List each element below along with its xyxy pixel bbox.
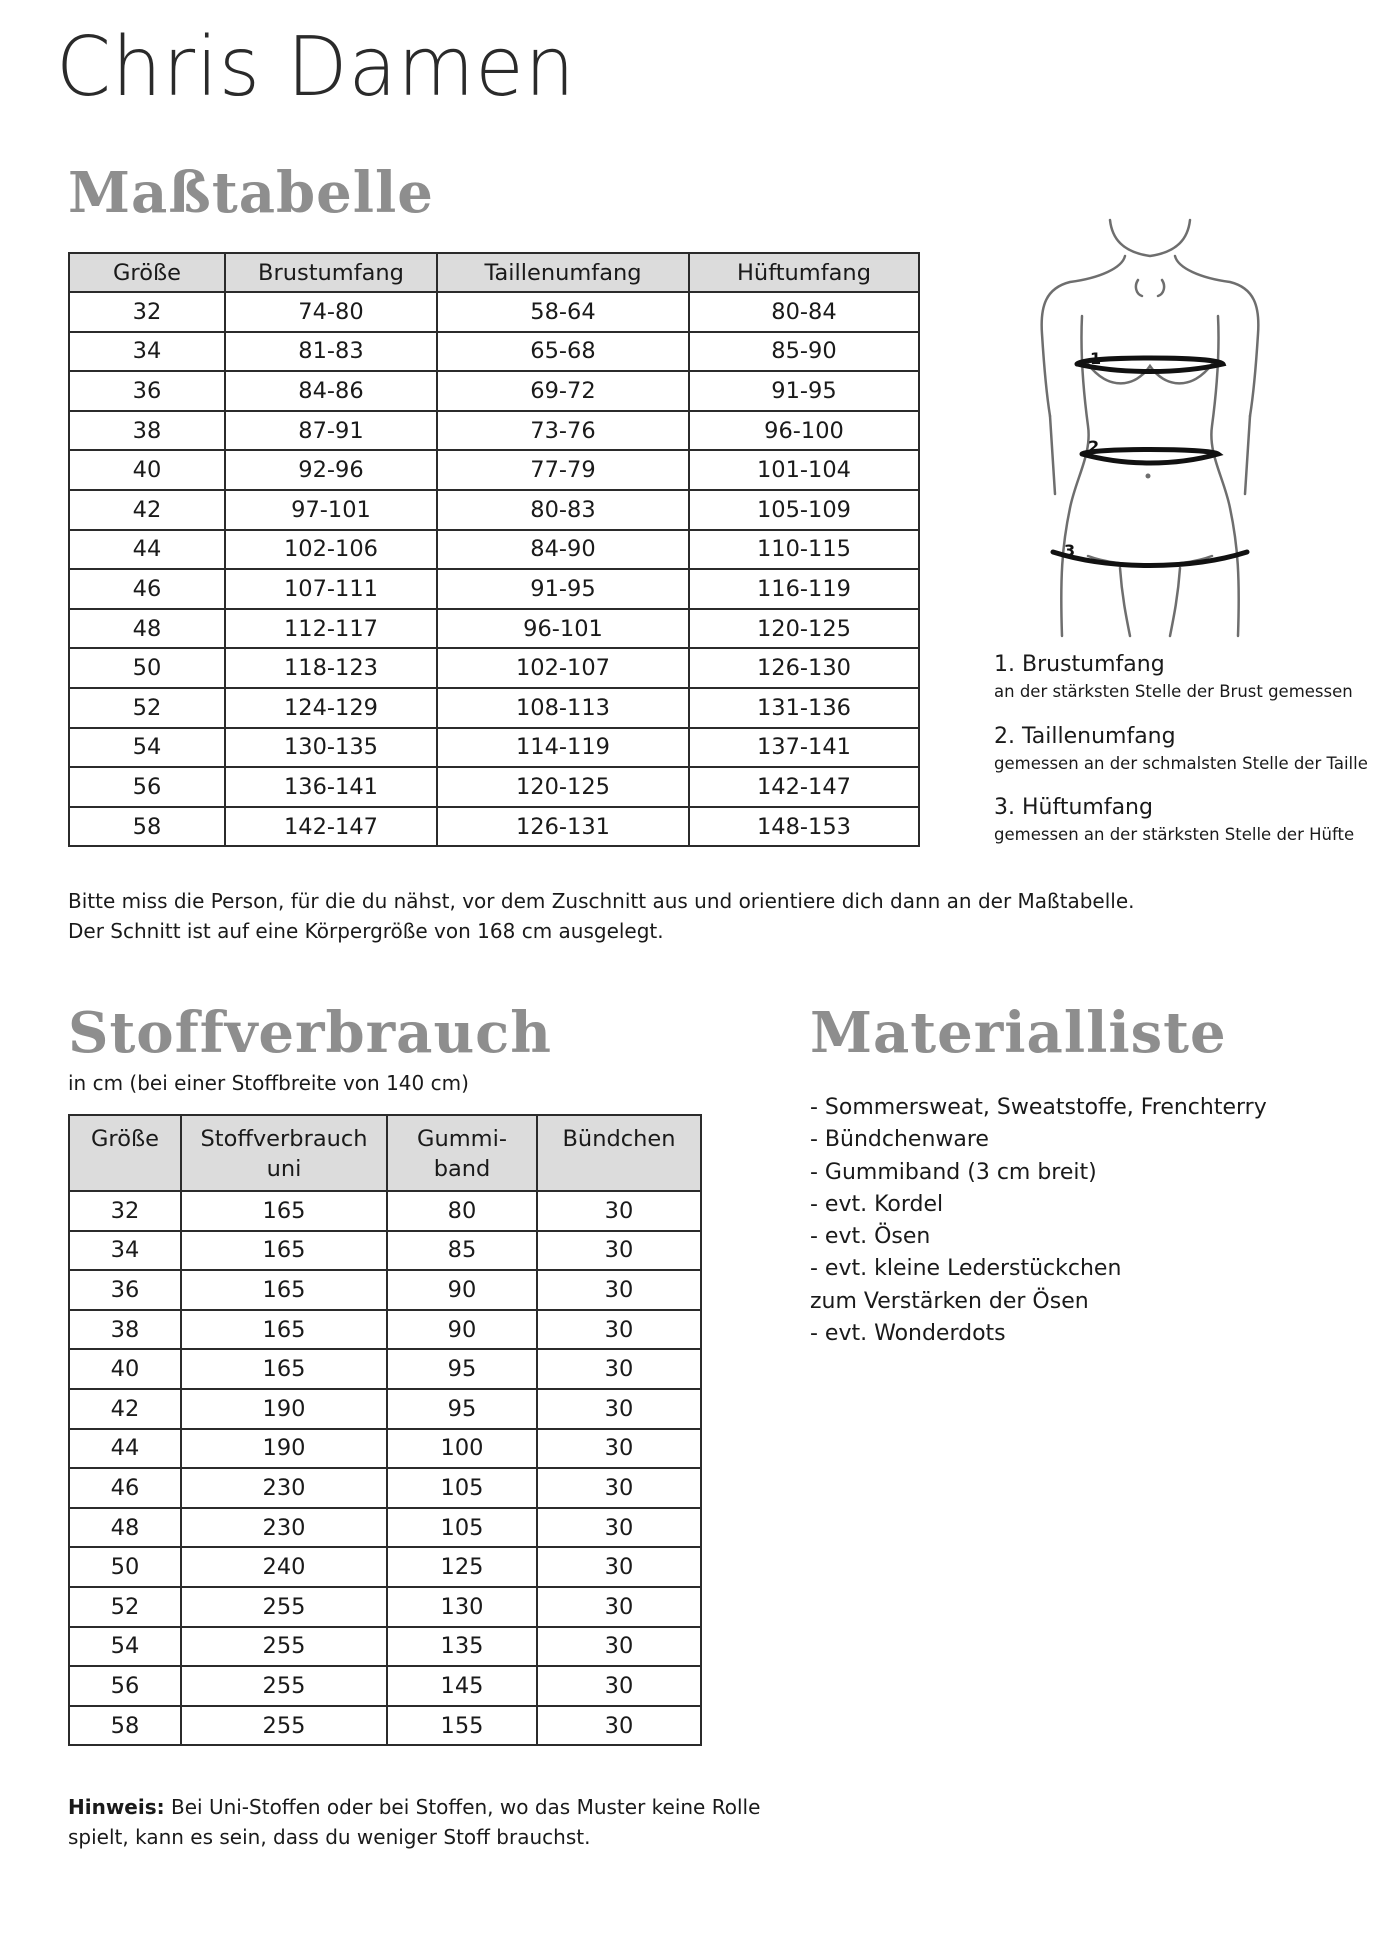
table-row (69, 648, 919, 688)
size-chart-table (68, 252, 920, 847)
table-cell: 30 (537, 1349, 701, 1389)
size-chart-heading: Maßtabelle (68, 160, 434, 226)
table-cell: 95 (387, 1389, 537, 1429)
table-cell: 56 (69, 1666, 181, 1706)
table-cell: 80-83 (437, 490, 689, 530)
table-cell: 165 (181, 1270, 387, 1310)
list-item: - evt. Kordel (810, 1191, 944, 1217)
list-item: - Sommersweat, Sweatstoffe, Frenchterry (810, 1095, 1267, 1120)
column-header: Hüftumfang (689, 253, 919, 292)
table-cell: 80 (387, 1191, 537, 1231)
list-item: - evt. Wonderdots (810, 1321, 1006, 1347)
table-cell: 56 (69, 767, 225, 807)
table-cell: 40 (69, 1349, 181, 1389)
table-cell: 87-91 (225, 411, 437, 451)
table-cell: 107-111 (225, 569, 437, 609)
table-cell: 145 (387, 1666, 537, 1706)
size-note-line-1: Bitte miss die Person, für die du nähst, vor dem Zuschnitt aus und orientiere dich dann an der Maßtabelle. (68, 889, 1135, 913)
table-cell: 85 (387, 1231, 537, 1271)
fabric-subtitle: in cm (bei einer Stoffbreite von 140 cm) (68, 1071, 469, 1095)
column-header (537, 1115, 701, 1191)
fabric-hint-line-1 (68, 1792, 760, 1822)
fabric-hint-line-2: spielt, kann es sein, dass du weniger Stoff brauchst. (68, 1825, 591, 1849)
column-header: Taillenumfang (437, 253, 689, 292)
table-row (69, 1547, 701, 1587)
body-outline (1042, 220, 1259, 636)
table-cell: 50 (69, 1547, 181, 1587)
table-cell: 90 (387, 1310, 537, 1350)
table-cell: 130 (387, 1587, 537, 1627)
table-header-row (69, 1115, 701, 1191)
materials-list (810, 1092, 1267, 1350)
table-cell: 100 (387, 1429, 537, 1469)
table-cell: 38 (69, 1310, 181, 1350)
table-row (69, 332, 919, 372)
table-cell: 30 (537, 1191, 701, 1231)
table-cell: 46 (69, 569, 225, 609)
table-row (69, 1389, 701, 1429)
table-header-row (69, 253, 919, 292)
table-cell: 48 (69, 609, 225, 649)
table-cell: 54 (69, 1627, 181, 1667)
table-cell: 30 (537, 1627, 701, 1667)
table-row (69, 1706, 701, 1746)
table-row (69, 1508, 701, 1548)
column-header (387, 1115, 537, 1191)
column-header: Brustumfang (225, 253, 437, 292)
table-cell: 34 (69, 1231, 181, 1271)
table-cell: 120-125 (689, 609, 919, 649)
fabric-heading: Stoffverbrauch (68, 1000, 552, 1066)
table-cell: 96-100 (689, 411, 919, 451)
table-cell: 46 (69, 1468, 181, 1508)
table-cell: 255 (181, 1666, 387, 1706)
table-row (69, 1270, 701, 1310)
table-cell: 54 (69, 728, 225, 768)
table-cell: 255 (181, 1587, 387, 1627)
table-cell: 165 (181, 1231, 387, 1271)
legend-sub-waist: gemessen an der schmalsten Stelle der Taille (994, 754, 1368, 773)
table-cell: 125 (387, 1547, 537, 1587)
table-cell: 32 (69, 1191, 181, 1231)
column-header-line: uni (266, 1156, 302, 1182)
size-note-line-2: Der Schnitt ist auf eine Körpergröße von 168 cm ausgelegt. (68, 919, 664, 943)
table-cell: 30 (537, 1666, 701, 1706)
table-row (69, 530, 919, 570)
legend-sub-bust: an der stärksten Stelle der Brust gemessen (994, 682, 1353, 701)
table-cell: 124-129 (225, 688, 437, 728)
table-cell: 42 (69, 490, 225, 530)
table-cell: 58-64 (437, 292, 689, 332)
table-row (69, 411, 919, 451)
table-row (69, 1310, 701, 1350)
table-cell: 135 (387, 1627, 537, 1667)
table-cell: 101-104 (689, 450, 919, 490)
table-cell: 65-68 (437, 332, 689, 372)
table-cell: 190 (181, 1429, 387, 1469)
table-cell: 73-76 (437, 411, 689, 451)
table-cell: 52 (69, 688, 225, 728)
table-row (69, 1627, 701, 1667)
table-cell: 34 (69, 332, 225, 372)
table-cell: 48 (69, 1508, 181, 1548)
table-cell: 30 (537, 1231, 701, 1271)
table-cell: 105-109 (689, 490, 919, 530)
table-cell: 230 (181, 1508, 387, 1548)
table-row (69, 490, 919, 530)
legend-title-bust: 1. Brustumfang (994, 652, 1165, 677)
table-row (69, 728, 919, 768)
hint-label: Hinweis: (68, 1795, 165, 1819)
table-cell: 105 (387, 1508, 537, 1548)
table-cell: 255 (181, 1627, 387, 1667)
column-header-line: Gummi- (417, 1126, 507, 1152)
table-row (69, 371, 919, 411)
table-row (69, 450, 919, 490)
list-item: - evt. Ösen (810, 1224, 931, 1250)
list-item: - Gummiband (3 cm breit) (810, 1159, 1097, 1185)
navel-dot (1146, 474, 1151, 479)
brand-title: Chris Damen (56, 20, 576, 115)
table-row (69, 569, 919, 609)
table-row (69, 609, 919, 649)
hip-line (1053, 552, 1247, 566)
table-cell: 155 (387, 1706, 537, 1746)
table-cell: 91-95 (437, 569, 689, 609)
materials-heading: Materialliste (810, 1000, 1227, 1066)
table-cell: 30 (537, 1270, 701, 1310)
marker-hip: 3 (1064, 541, 1076, 560)
table-row (69, 688, 919, 728)
table-row (69, 1468, 701, 1508)
fabric-table (68, 1114, 702, 1746)
table-cell: 165 (181, 1349, 387, 1389)
table-cell: 30 (537, 1389, 701, 1429)
table-cell: 85-90 (689, 332, 919, 372)
table-cell: 95 (387, 1349, 537, 1389)
table-cell: 30 (537, 1547, 701, 1587)
column-header-line: Größe (91, 1126, 159, 1152)
table-cell: 84-90 (437, 530, 689, 570)
column-header-line: band (433, 1156, 491, 1182)
list-item: zum Verstärken der Ösen (810, 1288, 1089, 1314)
waist-line (1082, 450, 1218, 464)
table-cell: 69-72 (437, 371, 689, 411)
table-cell: 126-131 (437, 807, 689, 847)
table-cell: 30 (537, 1587, 701, 1627)
table-cell: 126-130 (689, 648, 919, 688)
table-cell: 142-147 (225, 807, 437, 847)
table-cell: 118-123 (225, 648, 437, 688)
table-cell: 77-79 (437, 450, 689, 490)
table-cell: 58 (69, 807, 225, 847)
column-header-line: Stoffverbrauch (200, 1126, 368, 1152)
table-cell: 230 (181, 1468, 387, 1508)
table-cell: 36 (69, 1270, 181, 1310)
table-cell: 58 (69, 1706, 181, 1746)
table-cell: 30 (537, 1429, 701, 1469)
legend-sub-hip: gemessen an der stärksten Stelle der Hüfte (994, 825, 1355, 844)
table-row (69, 1587, 701, 1627)
table-cell: 30 (537, 1508, 701, 1548)
table-cell: 130-135 (225, 728, 437, 768)
table-row (69, 1349, 701, 1389)
table-cell: 131-136 (689, 688, 919, 728)
table-cell: 97-101 (225, 490, 437, 530)
table-cell: 81-83 (225, 332, 437, 372)
column-header (181, 1115, 387, 1191)
table-cell: 116-119 (689, 569, 919, 609)
table-cell: 32 (69, 292, 225, 332)
column-header-line: Bündchen (562, 1126, 676, 1152)
table-cell: 30 (537, 1706, 701, 1746)
body-measurement-figure (1030, 216, 1270, 646)
table-cell: 108-113 (437, 688, 689, 728)
table-cell: 74-80 (225, 292, 437, 332)
table-cell: 240 (181, 1547, 387, 1587)
table-cell: 44 (69, 1429, 181, 1469)
table-cell: 102-107 (437, 648, 689, 688)
list-item: - evt. kleine Lederstückchen (810, 1256, 1122, 1282)
table-cell: 110-115 (689, 530, 919, 570)
table-cell: 165 (181, 1191, 387, 1231)
table-row (69, 292, 919, 332)
table-cell: 137-141 (689, 728, 919, 768)
table-cell: 142-147 (689, 767, 919, 807)
table-cell: 96-101 (437, 609, 689, 649)
table-cell: 105 (387, 1468, 537, 1508)
table-cell: 50 (69, 648, 225, 688)
table-cell: 38 (69, 411, 225, 451)
table-cell: 44 (69, 530, 225, 570)
table-cell: 42 (69, 1389, 181, 1429)
table-cell: 84-86 (225, 371, 437, 411)
table-row (69, 767, 919, 807)
table-cell: 102-106 (225, 530, 437, 570)
table-cell: 255 (181, 1706, 387, 1746)
table-cell: 148-153 (689, 807, 919, 847)
table-cell: 36 (69, 371, 225, 411)
table-row (69, 1429, 701, 1469)
table-row (69, 807, 919, 847)
table-cell: 120-125 (437, 767, 689, 807)
table-cell: 90 (387, 1270, 537, 1310)
table-cell: 91-95 (689, 371, 919, 411)
table-cell: 30 (537, 1468, 701, 1508)
table-cell: 165 (181, 1310, 387, 1350)
table-cell: 114-119 (437, 728, 689, 768)
table-cell: 30 (537, 1310, 701, 1350)
table-row (69, 1666, 701, 1706)
table-cell: 190 (181, 1389, 387, 1429)
column-header (69, 1115, 181, 1191)
column-header: Größe (69, 253, 225, 292)
legend-title-waist: 2. Taillenumfang (994, 724, 1176, 749)
table-cell: 40 (69, 450, 225, 490)
table-cell: 80-84 (689, 292, 919, 332)
table-cell: 92-96 (225, 450, 437, 490)
table-cell: 112-117 (225, 609, 437, 649)
marker-waist: 2 (1088, 437, 1100, 456)
hint-text-1: Bei Uni-Stoffen oder bei Stoffen, wo das Muster keine Rolle (164, 1795, 761, 1819)
legend-title-hip: 3. Hüftumfang (994, 795, 1153, 820)
table-row (69, 1191, 701, 1231)
table-cell: 136-141 (225, 767, 437, 807)
marker-bust: 1 (1090, 349, 1102, 368)
measurement-lines (1053, 358, 1247, 566)
table-cell: 52 (69, 1587, 181, 1627)
list-item: - Bündchenware (810, 1127, 989, 1153)
table-row (69, 1231, 701, 1271)
